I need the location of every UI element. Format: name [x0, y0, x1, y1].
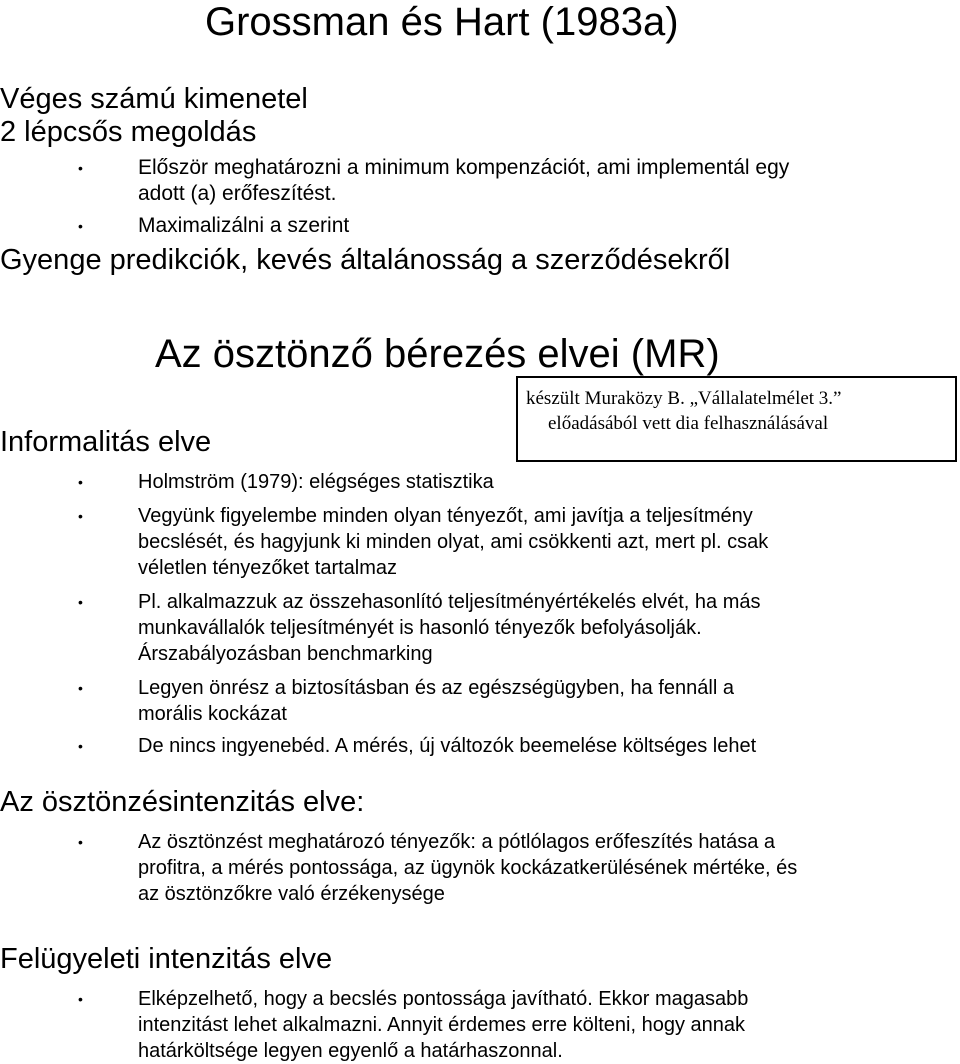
bullet-text: véletlen tényezőket tartalmaz — [138, 557, 398, 579]
bullet-text: profitra, a mérés pontossága, az ügynök kockázatkerülésének mértéke, és — [138, 857, 798, 879]
bullet-text: Árszabályozásban benchmarking — [138, 643, 433, 665]
bullet-marker: • — [78, 218, 83, 234]
bullet-text: Az ösztönzést meghatározó tényezők: a pótlólagos erőfeszítés hatása a — [138, 831, 776, 853]
bullet-marker: • — [78, 594, 83, 610]
bullet-marker: • — [78, 680, 83, 696]
bullet-text: határköltsége legyen egyenlő a határhaszonnal. — [138, 1040, 563, 1062]
heading-incentive-intensity: Az ösztönzésintenzitás elve: — [0, 786, 365, 818]
heading-informativeness: Informalitás elve — [0, 426, 212, 458]
bullet-marker: • — [78, 160, 83, 176]
bullet-text: az ösztönzőkre való érzékenysége — [138, 883, 445, 905]
bullet-text: Maximalizálni a szerint — [138, 214, 350, 237]
source-note-line: készült Muraközy B. „Vállalatelmélet 3.” — [526, 388, 842, 409]
heading-weak-predictions: Gyenge predikciók, kevés általánosság a szerződésekről — [0, 244, 731, 276]
bullet-text: De nincs ingyenebéd. A mérés, új változók beemelése költséges lehet — [138, 735, 757, 757]
bullet-text: munkavállalók teljesítményét is hasonló tényezők befolyásolják. — [138, 617, 702, 639]
bullet-text: Pl. alkalmazzuk az összehasonlító teljesítményértékelés elvét, ha más — [138, 591, 761, 613]
bullet-text: adott (a) erőfeszítést. — [138, 182, 337, 205]
bullet-text: morális kockázat — [138, 703, 287, 725]
bullet-text: becslését, és hagyjunk ki minden olyat, ami csökkenti azt, mert pl. csak — [138, 531, 769, 553]
bullet-text: Holmström (1979): elégséges statisztika — [138, 471, 494, 493]
heading-two-step: 2 lépcsős megoldás — [0, 116, 257, 148]
source-note-line: előadásából vett dia felhasználásával — [548, 413, 829, 434]
bullet-text: Elképzelhető, hogy a becslés pontossága javítható. Ekkor magasabb — [138, 988, 749, 1010]
bullet-marker: • — [78, 508, 83, 524]
bullet-marker: • — [78, 834, 83, 850]
bullet-text: Legyen önrész a biztosításban és az egészségügyben, ha fennáll a — [138, 677, 734, 699]
heading-monitoring-intensity: Felügyeleti intenzitás elve — [0, 943, 333, 975]
slide2-title: Az ösztönző bérezés elvei (MR) — [155, 332, 720, 376]
bullet-text: Először meghatározni a minimum kompenzációt, ami implementál egy — [138, 156, 790, 179]
bullet-marker: • — [78, 474, 83, 490]
bullet-marker: • — [78, 738, 83, 754]
slide1-title: Grossman és Hart (1983a) — [205, 0, 679, 44]
source-note-box — [516, 376, 957, 462]
bullet-text: intenzitást lehet alkalmazni. Annyit érdemes erre költeni, hogy annak — [138, 1014, 746, 1036]
bullet-text: Vegyünk figyelembe minden olyan tényezőt, ami javítja a teljesítmény — [138, 505, 753, 527]
bullet-marker: • — [78, 991, 83, 1007]
heading-finite-outcomes: Véges számú kimenetel — [0, 83, 308, 115]
